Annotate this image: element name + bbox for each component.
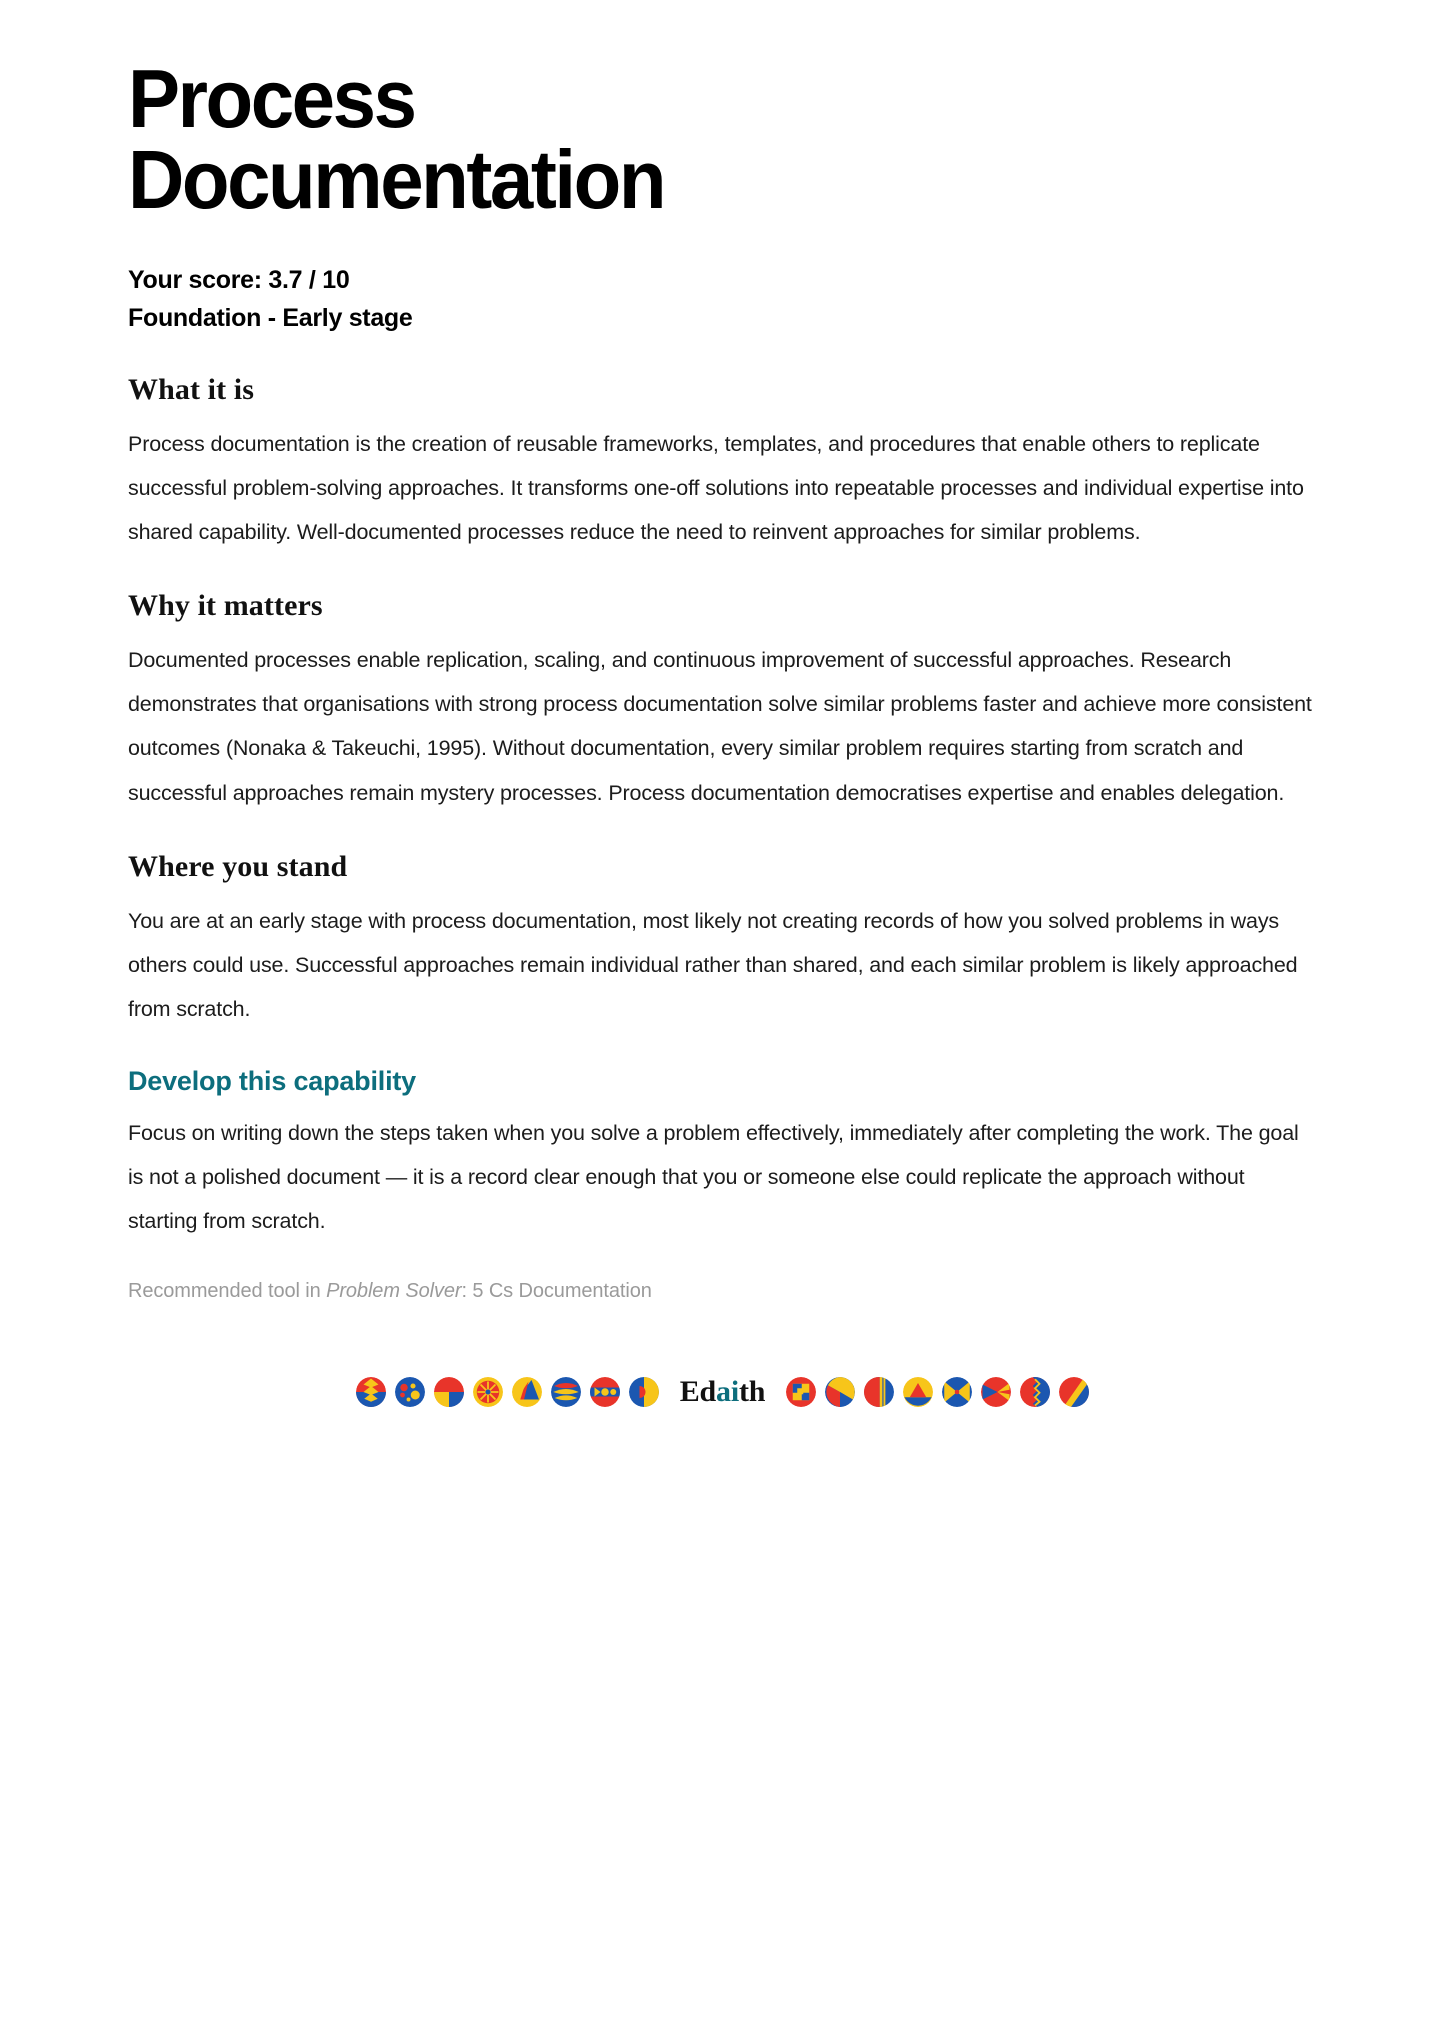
section-body-where-you-stand: You are at an early stage with process documentation, most likely not creating records of how you solved problems in ways others could use. Successful approaches remain individual rather than shared, and each similar problem is likely approached from scratch. [128, 908, 1298, 1021]
brand-footer [128, 1377, 1317, 1467]
recommended-tool-prefix: Recommended tool in [128, 1280, 327, 1303]
badge-folded-sail-icon [512, 1377, 542, 1407]
section-what-it-is [128, 372, 1317, 554]
section-where-you-stand [128, 849, 1317, 1031]
section-heading-why-it-matters: Why it matters [128, 589, 323, 623]
badge-stacked-waves-icon [551, 1377, 581, 1407]
recommended-tool-note [128, 1275, 1317, 1307]
badge-nested-squares-icon [786, 1377, 816, 1407]
recommended-tool-program: Problem Solver [326, 1280, 462, 1303]
section-heading-develop-this-capability: Develop this capability [128, 1065, 416, 1096]
section-body-develop-this-capability: Focus on writing down the steps taken when you solve a problem effectively, immediately after completing the work. The goal is not a polished document — it is a record clear enough that you or someone else could replicate the approach without starting from scratch. [128, 1121, 1299, 1234]
page-title-line-2: Documentation [128, 133, 665, 227]
page-title-line-1: Process [128, 52, 415, 145]
section-develop-this-capability [128, 1065, 1317, 1244]
stage-label: Foundation - Early stage [128, 304, 413, 333]
section-heading-what-it-is: What it is [128, 373, 255, 407]
score-block [128, 261, 1317, 339]
badge-sunburst-wheel-icon [473, 1377, 503, 1407]
section-body-why-it-matters: Documented processes enable replication, scaling, and continuous improvement of successful approaches. Research demonstrates that organisations with strong process documentation solve similar problems faster and achieve more consistent outcomes (Nonaka & Takeuchi, 1995). Without documentation, every similar problem requires starting from scratch and successful approaches remain mystery processes. Process documentation democratises expertise and enables delegation. [128, 648, 1312, 805]
badge-half-moon-icon [629, 1377, 659, 1407]
wordmark-part-1: Ed [679, 1375, 717, 1409]
page-title [128, 52, 974, 227]
recommended-tool-suffix: : 5 Cs Documentation [461, 1280, 652, 1303]
wordmark-part-3: th [738, 1375, 766, 1409]
badge-diagonal-sweep-icon [1059, 1377, 1089, 1407]
section-body-what-it-is: Process documentation is the creation of reusable frameworks, templates, and procedures that enable others to replicate successful problem-solving approaches. It transforms one-off solutions into repeatable processes and individual expertise into shared capability. Well-documented processes reduce the need to reinvent approaches for similar problems. [128, 432, 1304, 545]
badge-molecule-dots-icon [395, 1377, 425, 1407]
badge-bowtie-hourglass-icon [942, 1377, 972, 1407]
brand-wordmark [680, 1377, 766, 1407]
badge-vertical-bars-icon [864, 1377, 894, 1407]
section-heading-where-you-stand: Where you stand [128, 849, 348, 883]
badge-crossed-wedge-icon [981, 1377, 1011, 1407]
badge-arrow-dots-icon [590, 1377, 620, 1407]
section-why-it-matters [128, 588, 1317, 814]
badge-zigzag-split-icon [1020, 1377, 1050, 1407]
score-value: Your score: 3.7 / 10 [128, 265, 350, 294]
badge-chevron-seed-icon [356, 1377, 386, 1407]
badge-triangle-horizon-icon [903, 1377, 933, 1407]
badge-pinwheel-quarters-icon [825, 1377, 855, 1407]
wordmark-part-2: ai [716, 1375, 739, 1409]
badge-quarter-split-icon [434, 1377, 464, 1407]
